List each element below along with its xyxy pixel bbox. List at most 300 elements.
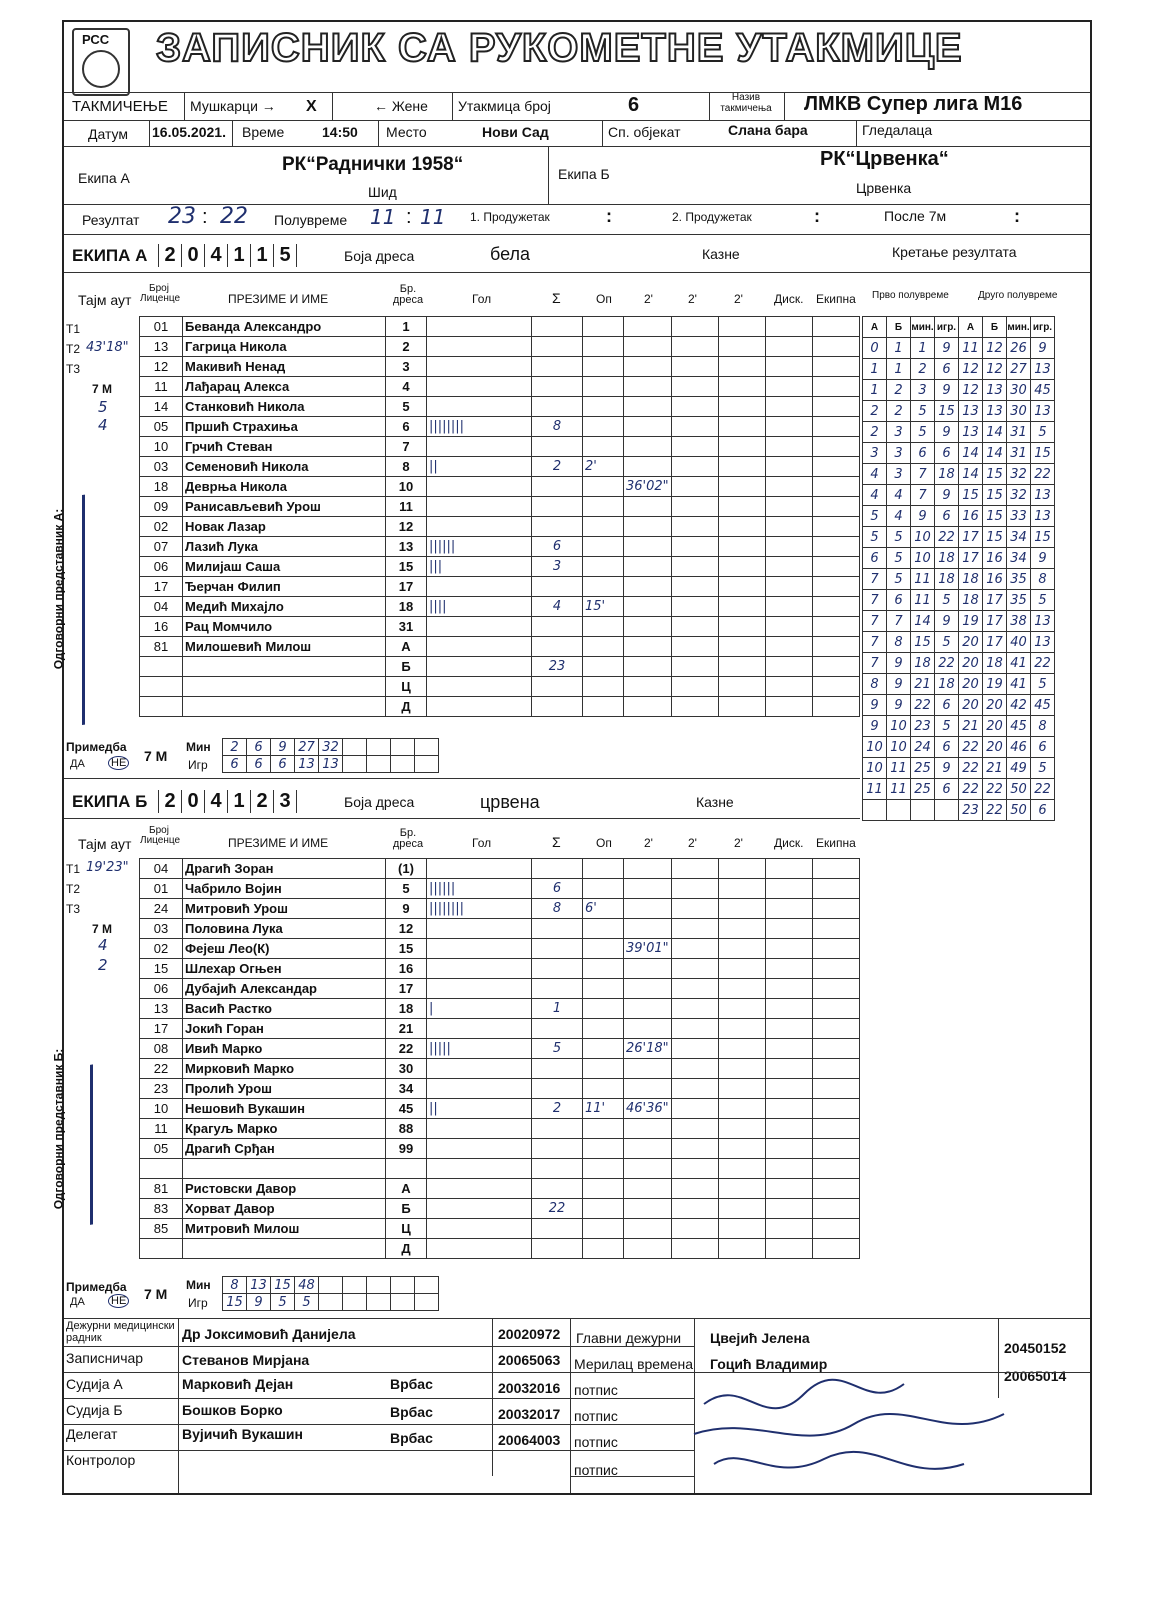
progress-cell: 7: [911, 464, 935, 485]
progress-cell: 13: [1031, 632, 1055, 653]
penalty-cell: [812, 477, 859, 497]
player-p: [624, 377, 672, 397]
seven-m-cell: [319, 1277, 343, 1294]
goal-col-a: Гол: [472, 292, 492, 306]
player-no: Д: [386, 697, 427, 717]
penalty-cell: [812, 657, 859, 677]
player-w: [583, 879, 624, 899]
after7-label: После 7м: [884, 208, 947, 224]
player-w: [583, 497, 624, 517]
progress-cell: 12: [983, 338, 1007, 359]
player-p: [624, 517, 672, 537]
player-p: [624, 1179, 672, 1199]
progress-cell: 20: [959, 695, 983, 716]
progress-cell: 40: [1007, 632, 1031, 653]
chief-label: Главни дежурни: [576, 1330, 682, 1346]
penalty-cell: [765, 1219, 812, 1239]
penalty-cell: [671, 1239, 718, 1259]
player-lic: [140, 1239, 183, 1259]
seven-m-cell: [367, 756, 391, 773]
progress-cell: 24: [911, 737, 935, 758]
penalty-cell: [718, 517, 765, 537]
seven-m-cell: 6: [247, 756, 271, 773]
progress-cell: 35: [1007, 569, 1031, 590]
player-p: 26'18": [624, 1039, 672, 1059]
player-lic: 03: [140, 457, 183, 477]
player-row: [140, 859, 860, 879]
progress-cell: 20: [983, 695, 1007, 716]
progress-cell: 14: [959, 464, 983, 485]
player-no: 99: [386, 1139, 427, 1159]
progress-cell: 22: [1031, 464, 1055, 485]
player-s: [532, 939, 583, 959]
player-s: 22: [532, 1199, 583, 1219]
penalty-cell: [671, 537, 718, 557]
player-s: 8: [532, 417, 583, 437]
player-name: Милошевић Милош: [183, 637, 386, 657]
player-w: 11': [583, 1099, 624, 1119]
player-g: [427, 437, 532, 457]
note-yes-a[interactable]: ДА: [70, 758, 85, 770]
timeout-col-a: Тајм аут: [78, 292, 132, 308]
progress-cell: 10: [911, 527, 935, 548]
progress-cell: 22: [935, 653, 959, 674]
player-lic: 06: [140, 979, 183, 999]
player-s: [532, 959, 583, 979]
progress-cell: 9: [1031, 338, 1055, 359]
sum-col-a: Σ: [552, 290, 561, 306]
penalty-cell: [718, 879, 765, 899]
penalty-cell: [765, 919, 812, 939]
refA-city: Врбас: [390, 1376, 433, 1392]
note-label-b: Примедба: [66, 1280, 127, 1294]
timeout-1-b: Т1: [66, 862, 81, 876]
progress-row: [863, 422, 1055, 443]
seven-m-cell: [391, 1294, 415, 1311]
player-no: (1): [386, 859, 427, 879]
progress-cell: 15: [935, 401, 959, 422]
player-lic: 18: [140, 477, 183, 497]
player-name: [183, 1159, 386, 1179]
player-w: [583, 537, 624, 557]
progress-cell: 17: [959, 548, 983, 569]
penalty-cell: [671, 437, 718, 457]
penalty-cell: [765, 377, 812, 397]
penalty-cell: [765, 317, 812, 337]
progress-cell: 5: [887, 569, 911, 590]
progress-cell: 9: [863, 695, 887, 716]
progress-cell: [911, 800, 935, 821]
progress-cell: 3: [887, 443, 911, 464]
player-g: ||||||||: [427, 899, 532, 919]
progress-cell: 16: [983, 569, 1007, 590]
seven-m-val-b1: 4: [98, 936, 108, 954]
player-no: 22: [386, 1039, 427, 1059]
player-g: [427, 919, 532, 939]
player-s: [532, 1219, 583, 1239]
jersey-col-b: Бр. дреса: [392, 827, 424, 850]
logo-text: РСС: [82, 32, 110, 47]
progress-cell: 9: [887, 695, 911, 716]
player-row: [140, 517, 860, 537]
penalty-cell: [765, 657, 812, 677]
progress-cell: 1: [863, 380, 887, 401]
player-no: 10: [386, 477, 427, 497]
player-no: 5: [386, 879, 427, 899]
player-w: [583, 1139, 624, 1159]
chief-name: Цвејић Јелена: [710, 1330, 810, 1346]
team-pen-col-a: Екипна: [816, 292, 856, 306]
team-pen-col-b: Екипна: [816, 836, 856, 850]
two-min-col-b: 2': [734, 836, 743, 850]
player-g: [427, 477, 532, 497]
progress-cell: 27: [1007, 359, 1031, 380]
match-no-label: Утакмица број: [458, 98, 551, 114]
player-p: [624, 1139, 672, 1159]
penalty-cell: [765, 697, 812, 717]
progress-cell: 9: [887, 653, 911, 674]
penalty-cell: [671, 1199, 718, 1219]
competition-label: ТАКМИЧЕЊЕ: [72, 98, 168, 115]
progress-cell: 41: [1007, 674, 1031, 695]
federation-logo: [72, 28, 130, 96]
player-g: [427, 677, 532, 697]
penalty-cell: [812, 617, 859, 637]
player-g: [427, 1139, 532, 1159]
team-b-rep-signature: [90, 1059, 123, 1225]
progress-cell: 12: [983, 359, 1007, 380]
player-name: Половина Лука: [183, 919, 386, 939]
progress-cell: 3: [887, 422, 911, 443]
player-row: [140, 919, 860, 939]
progress-cell: 13: [1031, 401, 1055, 422]
player-g: [427, 1119, 532, 1139]
progress-cell: 13: [983, 380, 1007, 401]
progress-cell: 21: [983, 758, 1007, 779]
delegate-city: Врбас: [390, 1430, 433, 1446]
progress-cell: 6: [935, 506, 959, 527]
team-a-jersey-color: бела: [490, 244, 531, 264]
progress-col-igr: игр.: [1031, 317, 1055, 338]
player-w: [583, 697, 624, 717]
player-lic: 22: [140, 1059, 183, 1079]
player-name: Митровић Милош: [183, 1219, 386, 1239]
player-row: [140, 357, 860, 377]
player-lic: 13: [140, 999, 183, 1019]
player-s: 2: [532, 1099, 583, 1119]
player-name: Гагрица Никола: [183, 337, 386, 357]
seven-m-grid-a: [222, 738, 439, 773]
player-no: 21: [386, 1019, 427, 1039]
progress-cell: 6: [911, 443, 935, 464]
penalty-cell: [812, 1099, 859, 1119]
controller-label: Контролор: [66, 1452, 136, 1468]
penalty-cell: [765, 1199, 812, 1219]
player-s: [532, 979, 583, 999]
player-w: [583, 999, 624, 1019]
player-name: Јокић Горан: [183, 1019, 386, 1039]
player-name: Ивић Марко: [183, 1039, 386, 1059]
progress-cell: 9: [935, 380, 959, 401]
progress-cell: 8: [863, 674, 887, 695]
penalty-cell: [671, 939, 718, 959]
penalty-cell: [671, 1159, 718, 1179]
penalty-cell: [671, 577, 718, 597]
seven-m-cell: [415, 1277, 439, 1294]
penalty-cell: [765, 637, 812, 657]
delegate-name: Вујичић Вукашин: [182, 1426, 303, 1442]
penalty-cell: [718, 477, 765, 497]
progress-cell: 21: [959, 716, 983, 737]
team-b-code: 2 0 4 1 2 3: [158, 790, 297, 813]
player-lic: 17: [140, 577, 183, 597]
penalty-cell: [718, 637, 765, 657]
timeout-1-a: Т1: [66, 322, 81, 336]
progress-col-a: А: [863, 317, 887, 338]
progress-row: [863, 380, 1055, 401]
penalty-cell: [718, 1019, 765, 1039]
refB-city: Врбас: [390, 1404, 433, 1420]
place-value: Нови Сад: [482, 124, 549, 140]
penalty-cell: [718, 457, 765, 477]
player-no: Ц: [386, 677, 427, 697]
penalty-cell: [812, 1219, 859, 1239]
player-s: [532, 1179, 583, 1199]
two-min-col-a: 2': [688, 292, 697, 306]
place-label: Место: [386, 124, 427, 140]
progress-cell: 25: [911, 758, 935, 779]
player-name: Нешовић Вукашин: [183, 1099, 386, 1119]
penalty-cell: [765, 457, 812, 477]
seven-m-cell: 13: [247, 1277, 271, 1294]
penalty-cell: [718, 859, 765, 879]
venue-label: Сп. објекат: [608, 124, 681, 140]
progress-cell: 31: [1007, 443, 1031, 464]
penalty-cell: [812, 959, 859, 979]
penalty-cell: [718, 939, 765, 959]
disq-col-a: Диск.: [774, 292, 804, 306]
player-w: [583, 1159, 624, 1179]
player-row: [140, 1079, 860, 1099]
player-p: [624, 417, 672, 437]
player-row: [140, 697, 860, 717]
player-no: Б: [386, 1199, 427, 1219]
progress-cell: 15: [983, 527, 1007, 548]
progress-cell: 38: [1007, 611, 1031, 632]
seven-m-val-b2: 2: [98, 956, 108, 974]
penalty-cell: [812, 317, 859, 337]
progress-cell: 22: [935, 527, 959, 548]
penalty-cell: [812, 859, 859, 879]
team-a-rep-label: Одговорни представник А:: [51, 508, 66, 670]
score-progress-table: [862, 316, 1055, 821]
player-g: [427, 357, 532, 377]
progress-row: [863, 506, 1055, 527]
sum-col-b: Σ: [552, 834, 561, 850]
progress-cell: 11: [887, 758, 911, 779]
penalty-cell: [812, 1079, 859, 1099]
penalty-cell: [718, 1039, 765, 1059]
player-row: [140, 1179, 860, 1199]
penalty-cell: [718, 999, 765, 1019]
progress-cell: 5: [1031, 422, 1055, 443]
first-half-label: Прво полувреме: [872, 290, 949, 301]
player-p: [624, 357, 672, 377]
player-p: [624, 577, 672, 597]
progress-cell: 20: [959, 632, 983, 653]
penalty-cell: [671, 517, 718, 537]
penalty-cell: [718, 1179, 765, 1199]
player-lic: 16: [140, 617, 183, 637]
note-yes-b[interactable]: ДА: [70, 1296, 85, 1308]
scorer-name: Стеванов Мирјана: [182, 1352, 310, 1368]
progress-cell: 18: [935, 674, 959, 695]
player-row: [140, 1139, 860, 1159]
player-row: [140, 939, 860, 959]
penalty-cell: [765, 1139, 812, 1159]
penalty-cell: [718, 577, 765, 597]
note-no-a[interactable]: НЕ: [108, 756, 129, 770]
progress-row: [863, 338, 1055, 359]
timekeeper-id: 20065014: [1004, 1368, 1067, 1384]
progress-cell: 18: [911, 653, 935, 674]
player-no: 18: [386, 597, 427, 617]
penalty-cell: [765, 899, 812, 919]
player-no: 4: [386, 377, 427, 397]
player-s: [532, 497, 583, 517]
progress-row: [863, 779, 1055, 800]
player-no: 2: [386, 337, 427, 357]
progress-cell: 1: [887, 359, 911, 380]
timeout-2-a-time: 43'18": [86, 340, 129, 355]
progress-cell: 17: [983, 611, 1007, 632]
progress-cell: 7: [911, 485, 935, 506]
progress-cell: 9: [1031, 548, 1055, 569]
note-no-b[interactable]: НЕ: [108, 1294, 129, 1308]
player-w: [583, 959, 624, 979]
timeout-3-b: Т3: [66, 902, 81, 916]
seven-m-cell: [391, 756, 415, 773]
penalty-cell: [718, 377, 765, 397]
penalty-cell: [812, 677, 859, 697]
officials-signatures: [684, 1374, 1024, 1494]
penalty-cell: [718, 899, 765, 919]
progress-cell: 17: [959, 527, 983, 548]
player-g: [427, 959, 532, 979]
penalty-cell: [718, 979, 765, 999]
player-p: 36'02": [624, 477, 672, 497]
player-p: [624, 1059, 672, 1079]
timeout-2-b: Т2: [66, 882, 81, 896]
team-a-players-table: [139, 316, 860, 717]
penalty-cell: [812, 697, 859, 717]
player-name: Пролић Урош: [183, 1079, 386, 1099]
ball-emblem-icon: [82, 50, 120, 88]
player-g: [427, 697, 532, 717]
progress-cell: 15: [983, 485, 1007, 506]
player-name: Драгић Зоран: [183, 859, 386, 879]
seven-m-cell: [343, 1294, 367, 1311]
progress-row: [863, 527, 1055, 548]
jersey-col-a: Бр. дреса: [392, 283, 424, 306]
player-s: 4: [532, 597, 583, 617]
progress-cell: 5: [935, 632, 959, 653]
penalty-cell: [812, 999, 859, 1019]
progress-cell: 5: [863, 527, 887, 548]
player-s: 23: [532, 657, 583, 677]
document-title: ЗАПИСНИК СА РУКОМЕТНЕ УТАКМИЦЕ: [156, 26, 963, 70]
progress-cell: 3: [887, 464, 911, 485]
scorer-id: 20065063: [498, 1352, 561, 1368]
progress-cell: 8: [1031, 569, 1055, 590]
player-w: [583, 337, 624, 357]
player-p: [624, 1079, 672, 1099]
progress-cell: 23: [911, 716, 935, 737]
half-a: 11: [370, 205, 396, 229]
player-no: 7: [386, 437, 427, 457]
player-g: ||||||: [427, 537, 532, 557]
player-row: [140, 1059, 860, 1079]
seven-m-cell: [415, 756, 439, 773]
penalty-cell: [765, 1119, 812, 1139]
player-row: [140, 999, 860, 1019]
progress-row: [863, 653, 1055, 674]
progress-cell: 46: [1007, 737, 1031, 758]
player-w: 15': [583, 597, 624, 617]
penalty-cell: [812, 497, 859, 517]
penalty-cell: [718, 397, 765, 417]
timekeeper-name: Гоцић Владимир: [710, 1356, 828, 1372]
penalty-cell: [765, 557, 812, 577]
team-a-rep-signature: [82, 489, 125, 725]
result-a: 23: [168, 204, 196, 229]
player-g: [427, 1059, 532, 1079]
player-w: [583, 1019, 624, 1039]
progress-row: [863, 716, 1055, 737]
warn-col-b: Оп: [596, 836, 612, 850]
progress-cell: 13: [983, 401, 1007, 422]
player-s: [532, 697, 583, 717]
player-lic: 17: [140, 1019, 183, 1039]
comp-name-label: Назив такмичења: [720, 92, 772, 114]
penalty-cell: [671, 959, 718, 979]
player-w: [583, 979, 624, 999]
progress-cell: 45: [1007, 716, 1031, 737]
player-g: [427, 657, 532, 677]
player-s: [532, 337, 583, 357]
player-row: [140, 879, 860, 899]
penalty-cell: [765, 417, 812, 437]
progress-row: [863, 548, 1055, 569]
player-p: [624, 1119, 672, 1139]
player-row: [140, 1199, 860, 1219]
player-no: 8: [386, 457, 427, 477]
player-w: [583, 357, 624, 377]
player-s: 5: [532, 1039, 583, 1059]
player-row: [140, 637, 860, 657]
player-lic: [140, 1159, 183, 1179]
penalty-cell: [765, 357, 812, 377]
seven-m-cell: [343, 756, 367, 773]
penalty-cell: [671, 1099, 718, 1119]
player-name: Крагуљ Марко: [183, 1119, 386, 1139]
player-no: А: [386, 637, 427, 657]
player-p: [624, 337, 672, 357]
progress-cell: 18: [935, 464, 959, 485]
progress-cell: 6: [863, 548, 887, 569]
seven-m-cell: 9: [271, 739, 295, 756]
player-g: [427, 979, 532, 999]
